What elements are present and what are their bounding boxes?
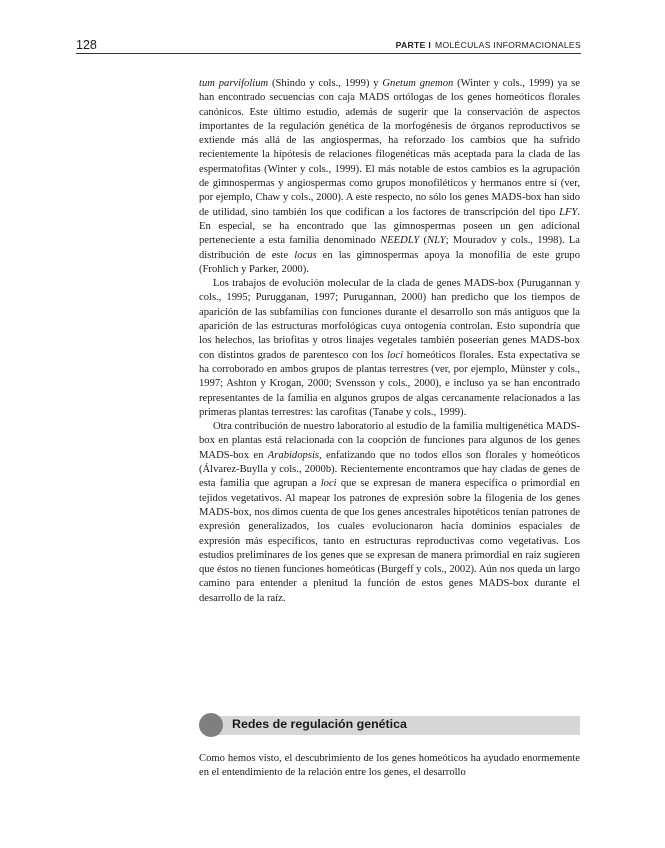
text-run: que se expresan de manera específica o primordial en tejidos vegetativos. Al mapear los patrones de expresión sobre la filogenia de los genes MADS-box, nos dimos cuenta de que los genes ancestrales hipotéticos tenían patrones de expresión generalizados, los cuales evolucionaron hacia dominios espaciales de expresión más específicos, tanto en estructuras reproductivas como vegetativas. Los estudios preliminares de los genes que se expresan de manera primordial en raíz sugieren que éstos no tienen funciones homeóticas (Burgeff y cols., 2002). Aún nos queda un largo camino para entender a plenitud la función de estos genes MADS-box durante el desarrollo de la raíz. [199,478,580,604]
paragraph-2 [199,277,580,420]
term: loci [387,349,404,361]
body-text [199,77,580,606]
species-name: Arabidopsis [267,449,320,461]
text-run: ( [419,235,428,247]
text-run: (Shindo y cols., 1999) y [268,78,383,89]
heading-circle [199,713,223,737]
part-title: MOLÉCULAS INFORMACIONALES [435,40,581,50]
heading-text: Redes de regulación genética [232,717,407,731]
term: locus [294,249,317,261]
text-run: . En especial, se ha encontrado que las gimnospermas poseen un gen adicional perteneciente a esta familia denominado [199,206,580,247]
text-run: Otra contribución de nuestro laboratorio al estudio de la familia multigenética MADS-box en plantas está relacionada con la coopción de funciones para algunos de los genes MADS-box en [199,421,580,461]
species-name: tum parvifolium [199,78,269,89]
gene-name: NLY [427,235,446,247]
section-body-text [199,752,580,781]
gene-name: LFY [559,206,578,218]
paragraph-1 [199,77,580,277]
text-run: Los trabajos de evolución molecular de la clada de genes MADS-box (Purugannan y cols., 1995; Purugganan, 1997; Purugannan, 2000) han predicho que los tiempos de aparición de las subfamilias con funciones durante el desarrollo son más antiguos que la aparición de las estructuras morfológicas cuya ontogenia controlan. Esto supondría que los helechos, las briofitas y otros linajes vegetales también poseerían genes MADS-box con distintos grados de parentesco con los [199,278,580,361]
species-name: Gnetum gnemon [382,78,454,89]
paragraph-3 [199,420,580,606]
term: loci [320,478,337,490]
text-run: ; Mouradov y cols., 1998). La distribución de este [199,235,581,261]
text-run: en las gimnospermas apoya la monofilia de este grupo (Frohlich y Parker, 2000). [199,249,580,275]
text-run: homeóticos florales. Esta expectativa se ha corroborado en ambos grupos de plantas terrestres (ver, por ejemplo, Münster y cols., 1997; Ashton y Krogan, 2000; Svensson y cols., 2000), e incluso ya se han encontrado representantes de la familia en algunos grupos de algas cercanamente relacionados a las primeras plantas terrestres: las carofitas (Tanabe y cols., 1999). [199,349,580,418]
paragraph-4: Como hemos visto, el descubrimiento de los genes homeóticos ha ayudado enormemente en el entendimiento de la relación entre los genes, el desarrollo [199,753,580,779]
text-run: (Winter y cols., 1999) ya se han encontrado secuencias con caja MADS ortólogas de los genes homeóticos florales canónicos. Este último estudio, además de sugerir que la conservación de aspectos importantes de la regulación genética de la morfogénesis de órganos reproductivos se extiende más allá de las angiospermas, ha reforzado los cambios que ha sufrido recientemente la hipótesis de relaciones filogenéticas más aceptada para la clada de las espermatofitas (Winter y cols., 1999). El más notable de estos cambios es la agrupación de gimnospermas y angiospermas como grupos monofiléticos y hermanos entre sí (ver, por ejemplo, Chaw y cols., 2000). A este respecto, no sólo los genes MADS-box han sido de utilidad, sino también los que codifican a los factores de transcripción del tipo [199,78,581,218]
part-label: PARTE I [395,40,432,50]
text-run: , enfatizando que no todos ellos son florales y homeóticos (Álvarez-Buylla y cols., 2000b). Recientemente encontramos que hay cladas de genes de esta familia que agrupan a [199,449,580,490]
section-heading [199,713,580,737]
page-number: 128 [76,38,97,52]
gene-name: NEEDLY [380,235,420,247]
header-rule [76,53,581,54]
running-header [396,40,581,50]
